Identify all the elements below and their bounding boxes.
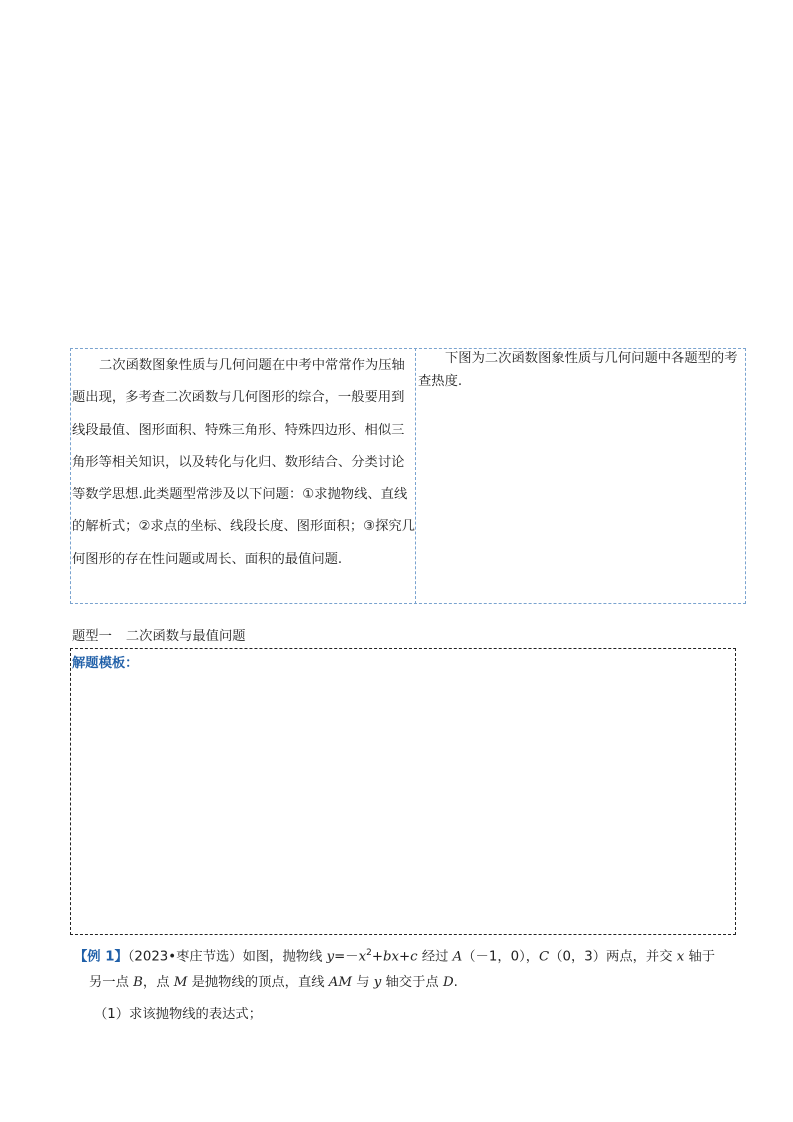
line-AM: AM bbox=[328, 975, 352, 990]
line2-a: 另一点 bbox=[89, 975, 134, 990]
line2-e: 轴交于点 bbox=[381, 975, 443, 990]
point-B: B bbox=[133, 975, 143, 990]
line2-d: 与 bbox=[352, 975, 374, 990]
example-1-line-2 bbox=[89, 973, 458, 993]
intro-left-text: 二次函数图象性质与几何问题在中考中常常作为压轴题出现，多考查二次函数与几何图形的综合，一般要用到线段最值、图形面积、特殊三角形、特殊四边形、相似三角形等相关知识，以及转化与化归、数形结合、分类讨论等数学思想.此类题型常涉及以下问题：①求抛物线、直线的解析式；②求点的坐标、线段长度、图形面积；③探究几何图形的存在性问题或周长、面积的最值问题. bbox=[72, 358, 415, 567]
axis-x: x bbox=[676, 949, 685, 965]
example-tag: 【例 1】 bbox=[74, 949, 128, 965]
var-bx: bx bbox=[382, 949, 399, 965]
example-1-line-1 bbox=[74, 943, 715, 967]
line2-f: . bbox=[453, 975, 458, 990]
eq-plus-1: + bbox=[371, 949, 383, 965]
point-M: M bbox=[173, 975, 188, 990]
point-A-coord: （－1，0）， bbox=[462, 949, 540, 965]
line2-c: 是抛物线的顶点，直线 bbox=[187, 975, 329, 990]
section-title bbox=[72, 627, 246, 647]
axis-y: y bbox=[373, 975, 382, 990]
section-topic: 二次函数与最值问题 bbox=[125, 629, 246, 644]
solution-template-label: 解题模板： bbox=[72, 656, 139, 671]
var-x: x bbox=[358, 949, 367, 965]
point-A: A bbox=[452, 949, 463, 965]
eq-plus-2: + bbox=[398, 949, 411, 965]
text-pass: 经过 bbox=[417, 949, 453, 965]
intro-divider bbox=[415, 348, 416, 604]
point-C: C bbox=[539, 949, 550, 965]
var-y: y bbox=[326, 949, 335, 965]
line2-b: ，点 bbox=[142, 975, 174, 990]
var-c: c bbox=[410, 949, 418, 965]
intro-right-text: 下图为二次函数图象性质与几何问题中各题型的考查热度. bbox=[418, 351, 738, 389]
example-source: （2023•枣庄节选）如图，抛物线 bbox=[127, 949, 327, 965]
point-D: D bbox=[442, 975, 454, 990]
point-C-coord: （0，3）两点，并交 bbox=[549, 949, 677, 965]
section-label: 题型一 bbox=[72, 629, 112, 644]
solution-template-box bbox=[70, 648, 736, 935]
eq-minus: =－ bbox=[334, 949, 359, 965]
eq-exponent: 2 bbox=[366, 948, 372, 958]
example-1-question-1: （1）求该抛物线的表达式； bbox=[94, 1007, 263, 1022]
line1-end: 轴于 bbox=[684, 949, 716, 965]
